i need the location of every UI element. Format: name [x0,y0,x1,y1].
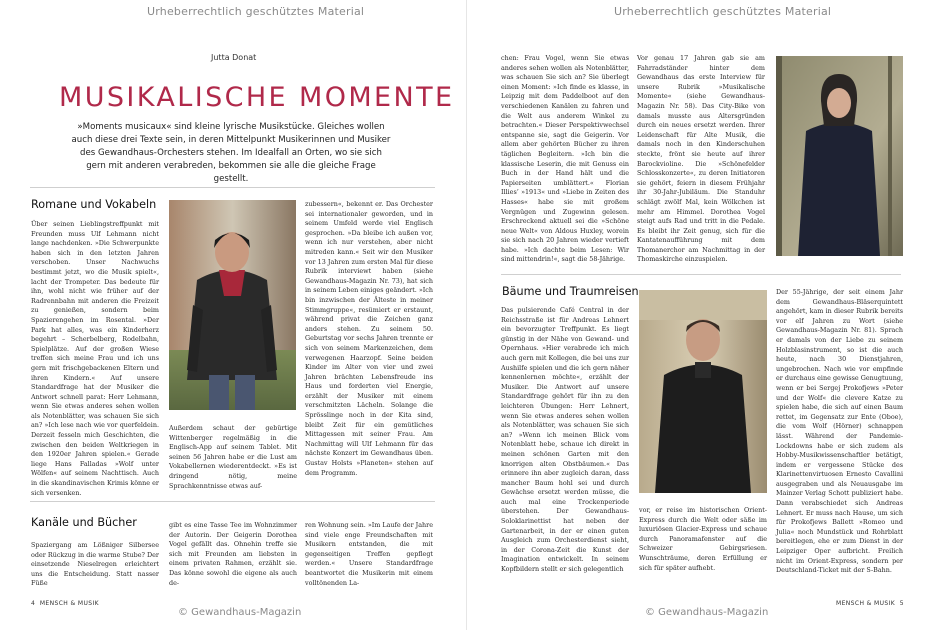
section-heading-kanaele: Kanäle und Bücher [31,516,137,529]
paragraph: Über seinen Lieblingstreffpunkt mit Freunden muss Ulf Lehmann nicht lange nachdenken. »Die Schwerpunkte haben sich in den letzten Jahren verschoben. Unser Nachwuchs bestimmt jetzt, wo die Musik spielt«, lacht der Trompeter. Das bedeute für ihn, wohl nicht wie früher auf der Radrennbahn mit anderen die Freizeit zu genießen, sondern beim Spazierengehen im Rosental. »Der Park hat alles, was ein Kinderherz begehrt – Scherbelberg, Rodelbahn, Spielplätze. Auf der großen Wiese treffen sich meine Frau und ich uns gern mit frischgebackenen Eltern und ihren Kindern.« Auf unsere Standardfrage hat der Musiker die Antwort schnell parat: Herr Lehmann, wenn Sie etwas anderes sehen wollen als Notenblätter, was schauen Sie sich an? »Ich lese nach wie vor querfeldein. Derzeit fesseln mich Geschichten, die zwischen den beiden Weltkriegen in den 1920er Jahren spielen.« Gerade liege Hans Falladas »Wolf unter Wölfen« auf seinem Nachttisch. Auch in die skandinavischen Krimis könne er sich versenken. [31,220,159,497]
text-column-l6 [305,521,433,587]
photo-dorothea-vogel-image [776,56,903,256]
paragraph: Spaziergang am Lößniger Silbersee oder Rückzug in die warme Stube? Der einsetzende Nieselregen erleichtert uns die Entscheidung. Statt nasser Füße [31,541,159,588]
divider [30,501,435,502]
paragraph: vor, er reise im historischen Orient-Express durch die Welt oder säße im luxuriösen Glacier-Express und schaue durch Panoramafenster auf die Schweizer Gebirgsriesen. Wunschträume, deren Erfüllung er sich für später aufhebt. [639,506,767,572]
text-column-l1 [31,220,159,497]
copyright-left: © Gewandhaus-Magazin [178,607,302,618]
watermark-right: Urheberrechtlich geschütztes Material [614,5,832,18]
text-column-l5 [169,521,297,587]
divider [501,274,901,275]
paragraph: Außerdem schaut der gebürtige Wittenberger regelmäßig in die Englisch-App auf seinem Tablet. Mit seinen 56 Jahren habe er die Lust am Vokabellernen wiederentdeckt. »Es ist dringend nötig, meine Sprachkenntnisse etwas auf- [169,424,297,490]
paragraph: gibt es eine Tasse Tee im Wohnzimmer der Autorin. Der Geigerin Dorothea Vogel gefällt das. Ohnehin treffe sie sich mit Freunden am liebsten in einem privaten Rahmen, erzählt sie. Das könne sowohl die eigene als auch de- [169,521,297,587]
text-column-r4 [639,506,767,582]
paragraph: Vor genau 17 Jahren gab sie am Fahrradständer hinter dem Gewandhaus das erste Interview für unsere Rubrik »Musikalische Momente« (siehe Gewandhaus-Magazin Nr. 58). Das City-Bike von damals musste aus Altersgründen durch ein neues ersetzt werden. Ihrer Leidenschaft für Alte Musik, die damals noch in den Kinderschuhen steckte, frönt sie heute auf ihrer Barockviolinе. Die »Schönefelder Schlosskonzerte«, zu deren Initiatoren sie gehört, feiern in diesem Frühjahr ihr 30-Jahr-Jubiläum. Die Standuhr schlägt zwölf Mal, kein Wölkchen ist mehr am Himmel. Dorothea Vogel steigt aufs Rad und tritt in die Pedale. Es bleibt ihr Zeit genug, sich für die Kantatenaufführung mit dem Thomanerchor am Nachmittag in der Thomaskirche einzuspielen. [637,54,765,264]
paragraph: chen: Frau Vogel, wenn Sie etwas anderes sehen wollen als Notenblätter, was schauen Sie sich an? Sie überlegt einen Moment: »Ich finde es klasse, in Leipzig mit dem Paddelboot auf den verschiedenen Kanälen zu fahren und die Welt aus anderem Winkel zu betrachten.« Dieser Perspektivwechsel entspanne sie, sagt die Geigerin. Vor allem aber gehörten Bücher zu ihren täglichen Begleitern. »Ich bin die klassische Leserin, die mit Genuss ein Buch in der Hand hält und die Papierseiten umblättert.« Florian Illies’ »1913« und »Liebe in Zeiten des Hasses« habe sie mit großem Vergnügen und Zugewinn gelesen. Erschreckend aktuell sei die »Schöne neue Welt« von Aldous Huxley, worein sie sich nach 20 Jahren wieder vertieft habe. »Ich dachte beim Lesen: Wir sind mittendrin!«, sagt die 58-Jährige. [501,54,629,264]
watermark-left: Urheberrechtlich geschütztes Material [147,5,365,18]
text-column-r3 [501,306,629,584]
article-author: Jutta Donat [211,53,257,62]
text-column-l4 [31,541,159,588]
left-page [0,0,466,630]
text-column-l2 [169,424,297,490]
right-page [467,0,933,630]
photo-andreas-lehnert-image [639,290,767,493]
paragraph: ren Wohnung sein. »Im Laufe der Jahre sind viele enge Freundschaften mit Musikern entstanden, die mit gegenseitigen Treffen gepflegt werden.« Unsere Standardfrage beantwortet die Musikerin mit einem volltönenden La- [305,521,433,587]
paragraph: Das pulsierende Café Central in der Reichsstraße ist für Andreas Lehnert ein bevorzugter Treffpunkt. Es liegt günstig in der Nähe von Gewand- und Opernhaus. »Hier verabrede ich mich auch gern mit Kollegen, die bei uns zur Aushilfe spielen und die ich gern näher kennenlernen möchte«, erzählt der Musiker. Die Antwort auf unsere Standardfrage gehört für ihn zu den leichteren Übungen: Herr Lehnert, wenn Sie etwas anderes sehen wollen als Notenblätter, was schauen Sie sich an? »Wenn ich meinen Blick vom Notenblatt hebe, schaue ich direkt in meinen schönen Garten mit den knorrigen alten Obstbäumen.« Das erinnere ihn aber zugleich daran, dass mancher Baum hohl sei und durch Gewächse ersetzt werden müsse, die auch mal eine Trockenperiode überstehen. Der Gewandhaus-Soloklarinettist hat neben der Gartenarbeit, in der er einen guten Ausgleich zum Orchesterdienst sieht, in der Corona-Zeit die Kunst der Imagination entwickelt. In seinem Kopfbildern stellt er sich gelegentlich [501,306,629,574]
article-intro: »Moments musicaux« sind kleine lyrische Musikstücke. Gleiches wollen auch diese drei Texte sein, in deren Mittelpunkt Musikerinnen und Musiker des Gewandhaus-Orchesters stehen. Im Idealfall an Orten, wo sie sich gern mit anderen verabreden, bekommen sie alle die gleiche Frage gestellt. [71,122,391,184]
photo-dorothea-vogel [776,56,903,256]
photo-ulf-lehmann-image [169,200,296,410]
paragraph: zubessern«, bekennt er. Das Orchester sei internationaler geworden, und in seinem Umfeld werde viel Englisch gesprochen. »Da bleibe ich außen vor, wenn ich nur verstehen, aber nicht mitreden kann.« Seit wir den Musiker vor 13 Jahren zum ersten Mal für diese Rubrik interviewt haben (siehe Gewandhaus-Magazin Nr. 73), hat sich in seinem Leben einiges geändert. »Ich bin inzwischen der Älteste in meiner Stimmgruppe«, resümiert er erstaunt, während privat die Zeichen ganz anders stehen. Zu seinem 50. Geburtstag vor sechs Jahren trennte er sich von seinem Markenzeichen, dem verwegenen Haarzopf. Seine beiden Kinder im Alter von vier und zwei Jahren brächten Lebensfreude ins Haus und forderten viel Energie, erzählt der Musiker mit einem verschmitzten Lächeln. Solange die Sprösslinge noch in der Kita sind, bleibt Zeit für ein gemütliches Mittagessen mit seiner Frau. Am Nachmittag will Ulf Lehmann für das nächste Konzert im Gewandhaus üben. Gustav Holsts »Planeten« stehen auf dem Programm. [305,200,433,477]
photo-andreas-lehnert [639,290,767,493]
footer-left [31,600,99,607]
page-number-right: 5 [899,600,904,607]
article-title: MUSIKALISCHE MOMENTE [59,82,455,113]
text-column-r1 [501,54,629,274]
text-column-r5 [776,288,903,582]
section-heading-romane: Romane und Vokabeln [31,198,157,211]
page-number-left: 4 [31,600,36,607]
section-label-left: MENSCH & MUSIK [39,600,99,607]
divider [30,187,435,188]
copyright-right: © Gewandhaus-Magazin [645,607,769,618]
footer-right [836,600,904,607]
text-column-r2 [637,54,765,274]
photo-ulf-lehmann [169,200,296,410]
paragraph: Der 55-Jährige, der seit einem Jahr dem Gewandhaus-Bläserquintett angehört, kam in dieser Rubrik bereits vor elf Jahren zu Wort (siehe Gewandhaus-Magazin Nr. 81). Sprach er damals von der Liebe zu seinem Holzblasinstrument, so ist die auch heute, nach 30 Dienstjahren, ungebrochen. Nach wie vor empfinde er durchaus eine gewisse Genugtuung, wenn er bei Sergej Prokofjews »Peter und der Wolf« die clevere Katze zu spielen habe, die sich auf einen Baum rettet, im Gegensatz zur Ente (Oboe), die vom Wolf (Hörner) schnappen lässt. Während der Pandemie-Lockdowns habe er sich zudem als Hobby-Musikwissenschaftler betätigt, indem er vergessene Stücke des Klarinettenvirtuosen Ernesto Cavallini ausgegraben und als Neuausgabe im Mainzer Verlag Schott publiziert habe. Dann verabschiedet sich Andreas Lehnert. Er muss nach Hause, um sich für Prokofjews Ballett »Romeo und Julia« noch Mundstück und Rohrblatt bereitlegen, ehe er zum Dienst in der Leipziger Oper aufbricht. Freilich nicht im Orient-Express, sondern per Deutschland-Ticket mit der S-Bahn. [776,288,903,575]
section-heading-baeume: Bäume und Traumreisen [502,285,639,298]
section-label-right: MENSCH & MUSIK [836,600,896,607]
text-column-l3 [305,200,433,484]
